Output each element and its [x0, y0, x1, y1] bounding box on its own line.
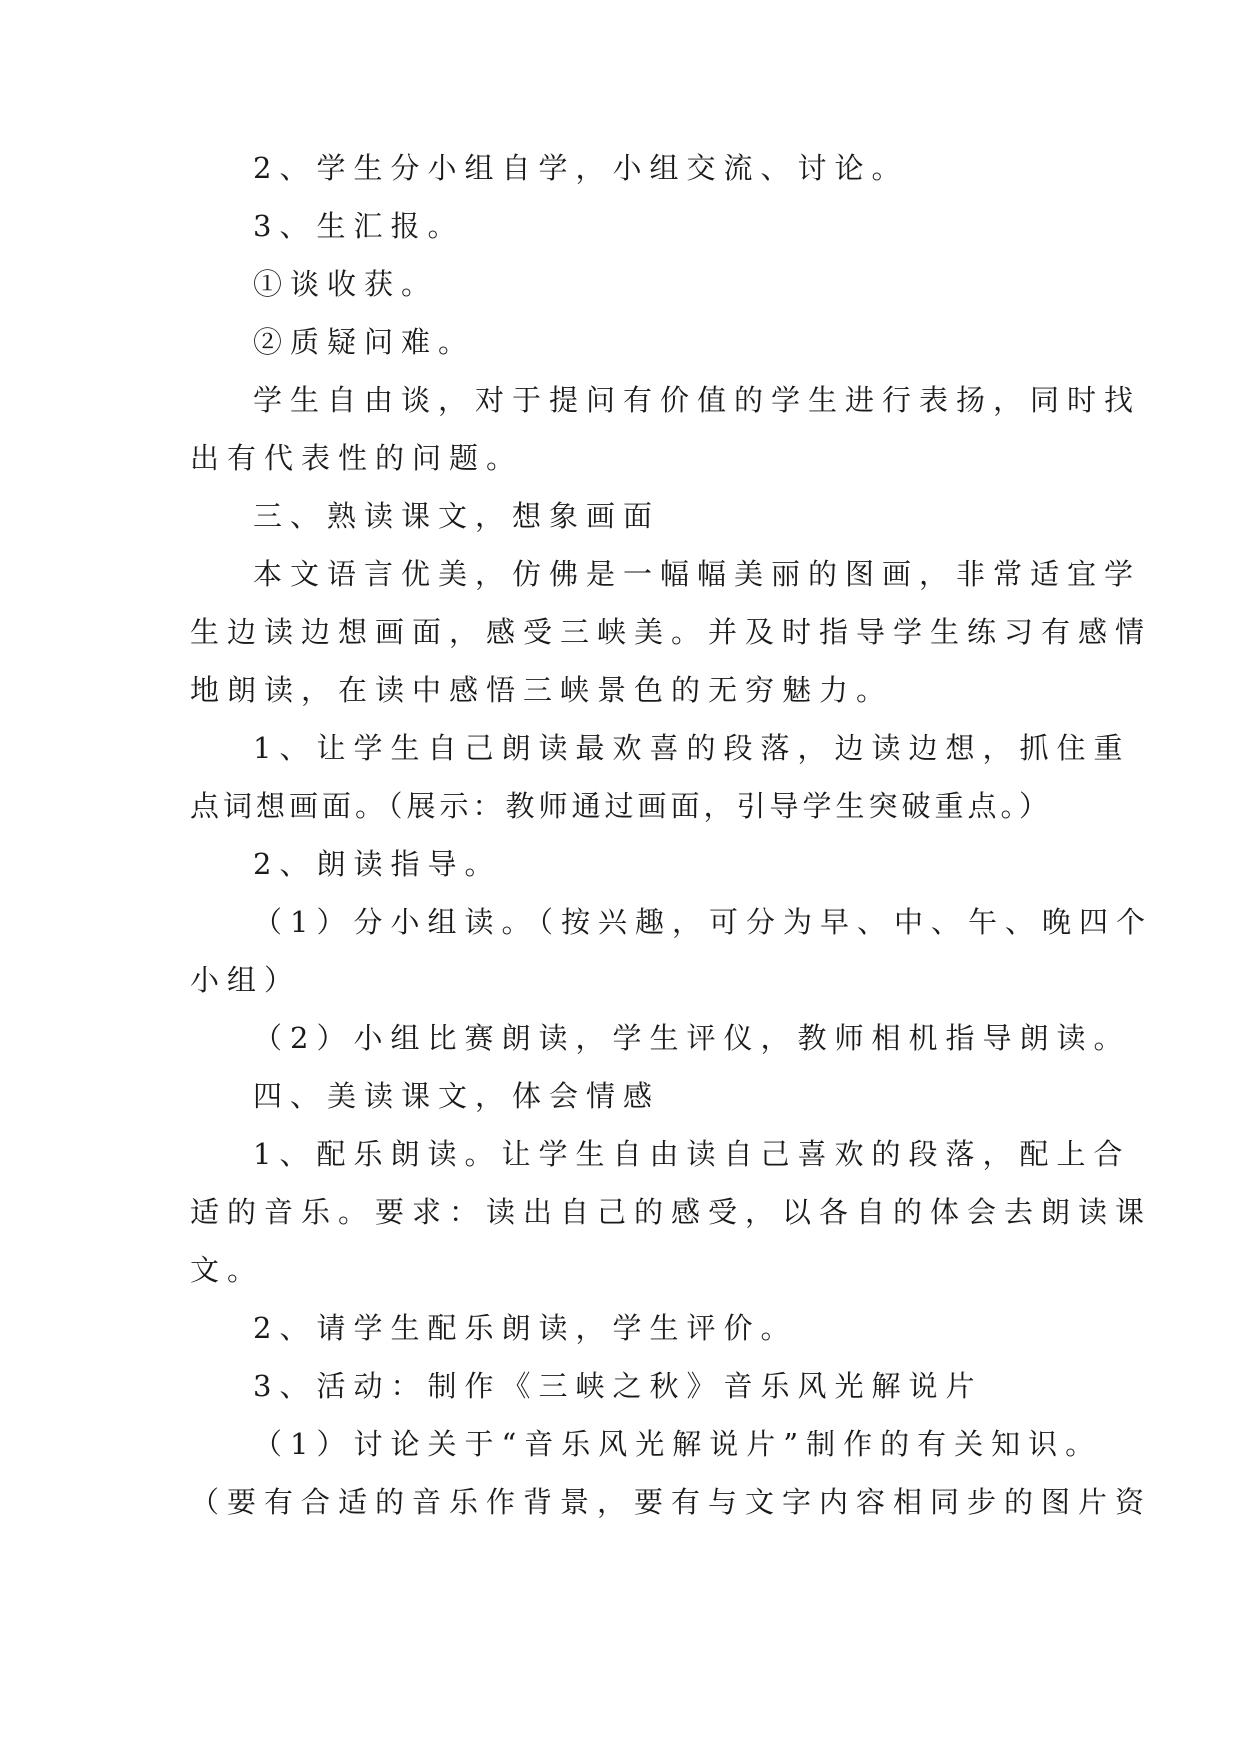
text-line: 小组） [190, 963, 302, 997]
text-line: 本文语言优美，仿佛是一幅幅美丽的图画，非常适宜学 [253, 557, 1142, 591]
text-line: 生边读边想画面，感受三峡美。并及时指导学生练习有感情 [190, 615, 1153, 649]
text-line: （1）讨论关于“音乐风光解说片”制作的有关知识。 [253, 1427, 1103, 1461]
text-line: 3、生汇报。 [253, 209, 465, 243]
text-line: 1、让学生自己朗读最欢喜的段落，边读边想，抓住重 [253, 731, 1131, 765]
text-line: 适的音乐。要求：读出自己的感受，以各自的体会去朗读课 [190, 1195, 1153, 1229]
text-line: 文。 [190, 1253, 265, 1287]
text-line: 2、请学生配乐朗读，学生评价。 [253, 1311, 798, 1345]
section-heading: 三、熟读课文，想象画面 [253, 499, 661, 533]
text-line: ②质疑问难。 [253, 325, 476, 359]
text-line: （2）小组比赛朗读，学生评仪，教师相机指导朗读。 [253, 1021, 1131, 1055]
text-line: 地朗读，在读中感悟三峡景色的无穷魅力。 [190, 673, 894, 707]
section-heading: 四、美读课文，体会情感 [253, 1079, 661, 1113]
text-line: 点词想画面。（展示：教师通过画面，引导学生突破重点。） [190, 789, 1053, 823]
text-line: 2、学生分小组自学，小组交流、讨论。 [253, 151, 909, 185]
text-line: 3、活动：制作《三峡之秋》音乐风光解说片 [253, 1369, 983, 1403]
text-line: （1）分小组读。（按兴趣，可分为早、中、午、晚四个 [253, 905, 1153, 939]
text-line: 出有代表性的问题。 [190, 441, 524, 475]
text-line: （要有合适的音乐作背景，要有与文字内容相同步的图片资 [190, 1485, 1153, 1519]
text-line: 1、配乐朗读。让学生自由读自己喜欢的段落，配上合 [253, 1137, 1131, 1171]
text-line: 学生自由谈，对于提问有价值的学生进行表扬，同时找 [253, 383, 1142, 417]
text-line: 2、朗读指导。 [253, 847, 502, 881]
text-line: ①谈收获。 [253, 267, 439, 301]
